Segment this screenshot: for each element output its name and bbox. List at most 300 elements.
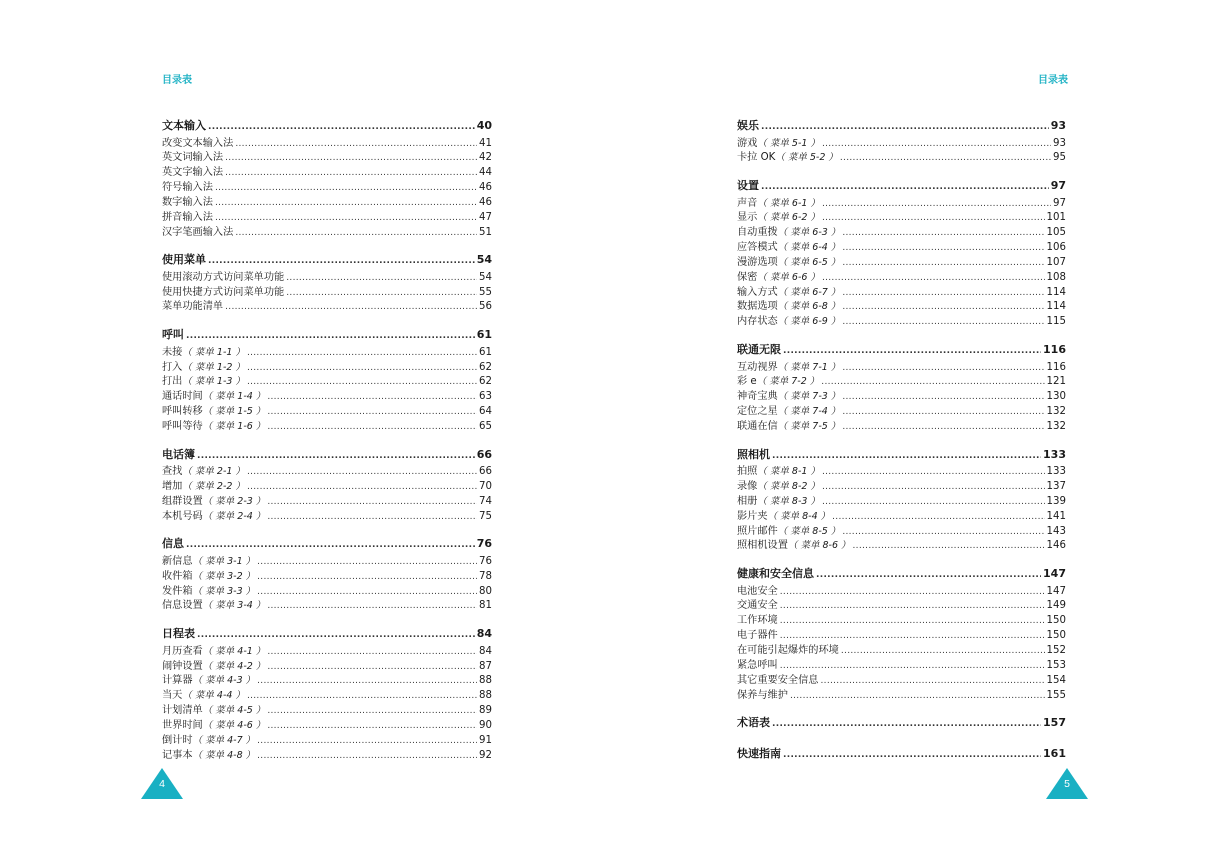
- menu-reference: （ 菜单 8-5 ）: [777, 525, 841, 537]
- entry-title: 使用菜单: [162, 253, 206, 267]
- dot-leader: [186, 331, 475, 341]
- toc-entry-label: [737, 238, 840, 253]
- dot-leader: [225, 168, 477, 178]
- dot-leader: [842, 527, 1044, 537]
- toc-entry[interactable]: [162, 223, 492, 238]
- dot-leader: [257, 587, 477, 597]
- toc-entry[interactable]: [162, 163, 492, 178]
- toc-heading[interactable]: [737, 117, 1066, 134]
- toc-entry[interactable]: [737, 671, 1066, 686]
- toc-entry-label: [162, 642, 265, 657]
- toc-heading[interactable]: [737, 177, 1066, 194]
- entry-title: 健康和安全信息: [737, 567, 814, 581]
- toc-entry-label: [737, 194, 820, 209]
- entry-title: 输入方式: [737, 286, 778, 298]
- menu-reference: （ 菜单 4-6 ）: [202, 719, 266, 731]
- toc-entry[interactable]: [162, 148, 492, 163]
- toc-entry[interactable]: [737, 283, 1066, 298]
- toc-heading-label: [737, 341, 781, 357]
- toc-entry-label: [737, 297, 840, 312]
- entry-title: 快速指南: [737, 746, 781, 760]
- entry-title: 漫游选项: [737, 256, 778, 268]
- page-ref: 133: [1043, 447, 1066, 461]
- page-ref: 62: [479, 376, 492, 388]
- toc-entry[interactable]: [162, 178, 492, 193]
- toc-entry[interactable]: [737, 507, 1066, 522]
- page-ref: 87: [479, 660, 492, 672]
- entry-title: 联通在信: [737, 420, 778, 432]
- dot-leader: [257, 751, 477, 761]
- toc-heading[interactable]: [162, 535, 492, 552]
- dot-leader: [267, 706, 477, 716]
- dot-leader: [822, 482, 1045, 492]
- entry-title: 显示: [737, 212, 758, 224]
- toc-entry-label: [737, 134, 820, 149]
- dot-leader: [780, 601, 1045, 611]
- menu-reference: （ 菜单 8-1 ）: [757, 466, 820, 478]
- toc-entry-label: [162, 716, 265, 731]
- entry-title: 呼叫: [162, 328, 184, 342]
- dot-leader: [267, 497, 477, 507]
- toc-entry[interactable]: [162, 746, 492, 761]
- entry-title: 电子器件: [737, 630, 778, 642]
- dot-leader: [780, 631, 1045, 641]
- entry-title: 闹钟设置: [162, 660, 203, 672]
- toc-entry[interactable]: [162, 492, 492, 507]
- menu-reference: （ 菜单 8-4 ）: [767, 510, 831, 522]
- dot-leader: [842, 228, 1044, 238]
- menu-reference: （ 菜单 1-1 ）: [182, 346, 245, 358]
- dot-leader: [267, 721, 477, 731]
- entry-title: 菜单功能清单: [162, 301, 224, 313]
- toc-entry[interactable]: [162, 671, 492, 686]
- menu-reference: （ 菜单 6-1 ）: [757, 197, 820, 209]
- dot-leader: [267, 662, 477, 672]
- dot-leader: [208, 122, 475, 132]
- toc-entry-label: [162, 297, 223, 312]
- toc-heading[interactable]: [737, 714, 1066, 731]
- dot-leader: [286, 273, 477, 283]
- dot-leader: [790, 691, 1045, 701]
- menu-reference: （ 菜单 2-4 ）: [202, 510, 266, 522]
- entry-title: 呼叫转移: [162, 406, 203, 418]
- toc-entry-label: [737, 536, 851, 551]
- entry-title: 英文字输入法: [162, 167, 224, 179]
- entry-title: 当天: [162, 690, 183, 702]
- entry-title: 记事本: [162, 749, 193, 761]
- toc-entry[interactable]: [162, 596, 492, 611]
- page-ref: 70: [479, 481, 492, 493]
- toc-entry-label: [737, 596, 778, 611]
- page-ref: 64: [479, 406, 492, 418]
- page-ref: 93: [1053, 137, 1066, 149]
- toc-entry[interactable]: [737, 194, 1066, 209]
- toc-heading-label: [737, 117, 759, 133]
- toc-entry[interactable]: [737, 477, 1066, 492]
- toc-entry[interactable]: [737, 253, 1066, 268]
- entry-title: 联通无限: [737, 343, 781, 357]
- page-ref: 116: [1043, 343, 1066, 357]
- table-of-contents: [162, 117, 492, 774]
- toc-entry[interactable]: [737, 402, 1066, 417]
- toc-entry[interactable]: [162, 462, 492, 477]
- entry-title: 倒计时: [162, 734, 193, 746]
- toc-entry-label: [737, 656, 778, 671]
- toc-entry[interactable]: [162, 297, 492, 312]
- menu-reference: （ 菜单 4-8 ）: [192, 749, 256, 761]
- toc-heading-label: [162, 625, 195, 641]
- page-ref: 56: [479, 301, 492, 313]
- toc-entry[interactable]: [162, 402, 492, 417]
- toc-heading-label: [737, 745, 781, 761]
- toc-heading-label: [162, 446, 195, 462]
- dot-leader: [840, 153, 1051, 163]
- page-ref: 46: [479, 196, 492, 208]
- dot-leader: [225, 153, 477, 163]
- toc-entry[interactable]: [737, 268, 1066, 283]
- page-ref: 76: [479, 555, 492, 567]
- page-ref: 114: [1046, 301, 1066, 313]
- page-ref: 130: [1046, 391, 1066, 403]
- toc-entry[interactable]: [162, 477, 492, 492]
- entry-title: 照相机设置: [737, 540, 788, 552]
- toc-section: [162, 446, 492, 522]
- dot-leader: [842, 317, 1044, 327]
- menu-reference: （ 菜单 3-3 ）: [192, 585, 256, 597]
- toc-entry[interactable]: [737, 582, 1066, 597]
- entry-title: 彩 e: [737, 376, 757, 388]
- page-ref: 155: [1046, 689, 1066, 701]
- dot-leader: [780, 661, 1045, 671]
- toc-section: [162, 535, 492, 611]
- page-ref: 105: [1046, 227, 1066, 239]
- page-ref: 54: [479, 271, 492, 283]
- toc-entry[interactable]: [737, 238, 1066, 253]
- entry-title: 符号输入法: [162, 182, 213, 194]
- toc-entry[interactable]: [162, 642, 492, 657]
- toc-entry[interactable]: [737, 462, 1066, 477]
- toc-heading[interactable]: [737, 446, 1066, 463]
- page-ref: 141: [1046, 510, 1066, 522]
- toc-heading[interactable]: [162, 625, 492, 642]
- toc-entry[interactable]: [737, 641, 1066, 656]
- page-ref: 41: [479, 137, 492, 149]
- toc-heading-label: [162, 326, 184, 342]
- toc-entry[interactable]: [162, 686, 492, 701]
- page-ref: 51: [479, 226, 492, 238]
- toc-heading[interactable]: [737, 565, 1066, 582]
- menu-reference: （ 菜单 7-2 ）: [756, 376, 820, 388]
- page-ref: 106: [1046, 242, 1066, 254]
- page-ref: 93: [1050, 119, 1066, 132]
- toc-entry-label: [737, 522, 840, 537]
- entry-title: 计算器: [162, 675, 193, 687]
- toc-entry[interactable]: [737, 596, 1066, 611]
- page-ref: 90: [479, 719, 492, 731]
- page-ref: 54: [476, 253, 492, 267]
- entry-title: 定位之星: [737, 406, 778, 418]
- menu-reference: （ 菜单 3-1 ）: [192, 555, 256, 567]
- toc-entry[interactable]: [737, 626, 1066, 641]
- entry-title: 游戏: [737, 137, 758, 149]
- toc-entry[interactable]: [737, 387, 1066, 402]
- page-ref: 114: [1046, 286, 1066, 298]
- entry-title: 照片邮件: [737, 525, 778, 537]
- toc-entry-label: [737, 372, 819, 387]
- page-ref: 97: [1050, 179, 1066, 193]
- toc-entry[interactable]: [737, 686, 1066, 701]
- menu-reference: （ 菜单 7-1 ）: [777, 361, 841, 373]
- toc-entry[interactable]: [162, 417, 492, 432]
- page-ref: 89: [479, 705, 492, 717]
- menu-reference: （ 菜单 8-6 ）: [787, 540, 851, 552]
- toc-entry-label: [737, 641, 839, 656]
- menu-reference: （ 菜单 1-3 ）: [182, 376, 245, 388]
- toc-entry-label: [737, 477, 820, 492]
- page-ref: 139: [1046, 495, 1066, 507]
- dot-leader: [208, 256, 475, 266]
- page-ref: 61: [479, 346, 492, 358]
- dot-leader: [247, 467, 477, 477]
- dot-leader: [235, 228, 477, 238]
- page-ref: 63: [479, 391, 492, 403]
- dot-leader: [842, 302, 1044, 312]
- entry-title: 卡拉 OK: [737, 152, 776, 164]
- toc-entry[interactable]: [162, 343, 492, 358]
- toc-entry[interactable]: [737, 656, 1066, 671]
- toc-entry[interactable]: [162, 283, 492, 298]
- dot-leader: [267, 512, 477, 522]
- page-ref: 149: [1046, 600, 1066, 612]
- toc-entry[interactable]: [162, 387, 492, 402]
- toc-entry-label: [162, 372, 245, 387]
- entry-title: 其它重要安全信息: [737, 674, 819, 686]
- toc-entry-label: [737, 223, 840, 238]
- page-ref: 78: [479, 570, 492, 582]
- dot-leader: [267, 422, 477, 432]
- page-ref: 101: [1046, 212, 1066, 224]
- toc-section: [162, 625, 492, 760]
- toc-entry[interactable]: [162, 358, 492, 373]
- menu-reference: （ 菜单 6-5 ）: [777, 256, 841, 268]
- page-ref: 76: [476, 537, 492, 551]
- menu-reference: （ 菜单 7-3 ）: [777, 391, 841, 403]
- page-ref: 133: [1046, 466, 1066, 478]
- toc-entry[interactable]: [737, 312, 1066, 327]
- toc-entry[interactable]: [162, 552, 492, 567]
- toc-entry-label: [737, 686, 788, 701]
- dot-leader: [215, 213, 477, 223]
- dot-leader: [215, 198, 477, 208]
- toc-entry[interactable]: [737, 297, 1066, 312]
- toc-entry-label: [162, 746, 255, 761]
- toc-heading[interactable]: [162, 117, 492, 134]
- page-ref: 55: [479, 286, 492, 298]
- toc-heading[interactable]: [162, 446, 492, 463]
- toc-entry[interactable]: [737, 223, 1066, 238]
- menu-reference: （ 菜单 5-2 ）: [775, 152, 838, 164]
- page-number: 4: [159, 778, 165, 790]
- page-ref: 147: [1043, 567, 1066, 581]
- menu-reference: （ 菜单 4-5 ）: [202, 705, 266, 717]
- entry-title: 保密: [737, 271, 758, 283]
- toc-entry[interactable]: [162, 507, 492, 522]
- dot-leader: [783, 346, 1041, 356]
- page-ref: 108: [1046, 271, 1066, 283]
- toc-entry[interactable]: [162, 716, 492, 731]
- toc-entry-label: [162, 358, 245, 373]
- toc-entry-label: [162, 387, 265, 402]
- dot-leader: [247, 363, 477, 373]
- page-ref: 153: [1046, 659, 1066, 671]
- page-ref: 42: [479, 152, 492, 164]
- menu-reference: （ 菜单 6-9 ）: [777, 316, 841, 328]
- dot-leader: [197, 451, 475, 461]
- toc-heading-label: [162, 251, 206, 267]
- menu-reference: （ 菜单 6-2 ）: [757, 212, 820, 224]
- toc-entry-label: [737, 283, 840, 298]
- entry-title: 汉字笔画输入法: [162, 226, 234, 238]
- toc-entry-label: [737, 507, 830, 522]
- toc-section: [162, 117, 492, 237]
- toc-entry-label: [162, 134, 233, 149]
- toc-entry-label: [737, 208, 820, 223]
- toc-entry-label: [162, 417, 265, 432]
- toc-entry[interactable]: [737, 358, 1066, 373]
- toc-entry-label: [162, 701, 265, 716]
- entry-title: 使用快捷方式访问菜单功能: [162, 286, 285, 298]
- toc-entry[interactable]: [162, 701, 492, 716]
- toc-entry-label: [162, 178, 213, 193]
- entry-title: 发件箱: [162, 585, 193, 597]
- dot-leader: [822, 467, 1045, 477]
- menu-reference: （ 菜单 3-4 ）: [202, 600, 266, 612]
- dot-leader: [842, 258, 1044, 268]
- page-number-badge: [141, 768, 183, 799]
- page-ref: 132: [1046, 420, 1066, 432]
- entry-title: 呼叫等待: [162, 420, 203, 432]
- page-number-badge: [1046, 768, 1088, 799]
- toc-entry[interactable]: [162, 134, 492, 149]
- entry-title: 录像: [737, 481, 758, 493]
- entry-title: 打入: [162, 361, 183, 373]
- entry-title: 应答模式: [737, 242, 778, 254]
- entry-title: 增加: [162, 481, 183, 493]
- right-page: [614, 0, 1228, 868]
- toc-entry[interactable]: [162, 567, 492, 582]
- menu-reference: （ 菜单 5-1 ）: [757, 137, 820, 149]
- toc-entry-label: [737, 268, 820, 283]
- menu-reference: （ 菜单 6-7 ）: [777, 286, 841, 298]
- toc-entry[interactable]: [737, 148, 1066, 163]
- toc-entry[interactable]: [737, 372, 1066, 387]
- toc-entry-label: [162, 552, 255, 567]
- entry-title: 拼音输入法: [162, 211, 213, 223]
- toc-section: [737, 446, 1066, 552]
- dot-leader: [247, 377, 477, 387]
- page-ref: 150: [1046, 630, 1066, 642]
- toc-entry[interactable]: [737, 522, 1066, 537]
- dot-leader: [842, 243, 1044, 253]
- toc-entry[interactable]: [162, 193, 492, 208]
- page-ref: 157: [1043, 716, 1066, 730]
- toc-entry[interactable]: [162, 731, 492, 746]
- toc-entry[interactable]: [162, 372, 492, 387]
- entry-title: 查找: [162, 466, 183, 478]
- menu-reference: （ 菜单 7-4 ）: [777, 406, 841, 418]
- dot-leader: [816, 570, 1041, 580]
- toc-entry[interactable]: [737, 208, 1066, 223]
- toc-entry[interactable]: [737, 417, 1066, 432]
- page-ref: 80: [479, 585, 492, 597]
- table-of-contents: [737, 117, 1066, 775]
- entry-title: 月历查看: [162, 645, 203, 657]
- menu-reference: （ 菜单 6-3 ）: [777, 227, 841, 239]
- toc-entry[interactable]: [162, 657, 492, 672]
- entry-title: 在可能引起爆炸的环境: [737, 645, 839, 656]
- toc-heading-label: [162, 535, 184, 551]
- toc-entry[interactable]: [162, 268, 492, 283]
- dot-leader: [842, 407, 1044, 417]
- page-ref: 62: [479, 361, 492, 373]
- entry-title: 拍照: [737, 466, 758, 478]
- toc-heading[interactable]: [162, 251, 492, 268]
- page-ref: 65: [479, 420, 492, 432]
- toc-section: [737, 177, 1066, 327]
- toc-heading-label: [737, 565, 814, 581]
- menu-reference: （ 菜单 4-3 ）: [192, 675, 256, 687]
- page-ref: 154: [1046, 674, 1066, 686]
- toc-entry[interactable]: [162, 208, 492, 223]
- toc-entry[interactable]: [737, 611, 1066, 626]
- dot-leader: [257, 572, 477, 582]
- page-ref: 88: [479, 690, 492, 702]
- dot-leader: [842, 392, 1044, 402]
- page-ref: 107: [1046, 256, 1066, 268]
- entry-title: 使用滚动方式访问菜单功能: [162, 271, 285, 283]
- toc-heading[interactable]: [737, 745, 1066, 762]
- page-ref: 84: [479, 645, 492, 657]
- entry-title: 声音: [737, 197, 758, 209]
- page-ref: 81: [479, 600, 492, 612]
- dot-leader: [822, 199, 1051, 209]
- toc-entry[interactable]: [737, 492, 1066, 507]
- toc-entry-label: [162, 462, 245, 477]
- entry-title: 日程表: [162, 627, 195, 641]
- toc-entry-label: [162, 477, 245, 492]
- toc-section: [737, 117, 1066, 163]
- toc-entry[interactable]: [162, 582, 492, 597]
- toc-heading[interactable]: [162, 326, 492, 343]
- toc-heading[interactable]: [737, 341, 1066, 358]
- page-ref: 116: [1046, 361, 1066, 373]
- toc-entry[interactable]: [737, 134, 1066, 149]
- dot-leader: [286, 288, 477, 298]
- toc-entry-label: [737, 417, 840, 432]
- toc-section: [162, 251, 492, 312]
- toc-heading-label: [737, 177, 759, 193]
- menu-reference: （ 菜单 4-4 ）: [182, 690, 245, 702]
- page-ref: 143: [1046, 525, 1066, 537]
- toc-entry-label: [162, 163, 223, 178]
- dot-leader: [761, 122, 1049, 132]
- toc-entry[interactable]: [737, 536, 1066, 551]
- dot-leader: [186, 540, 475, 550]
- entry-title: 信息设置: [162, 600, 203, 612]
- page-ref: 150: [1046, 615, 1066, 627]
- toc-entry-label: [162, 343, 245, 358]
- entry-title: 组群设置: [162, 495, 203, 507]
